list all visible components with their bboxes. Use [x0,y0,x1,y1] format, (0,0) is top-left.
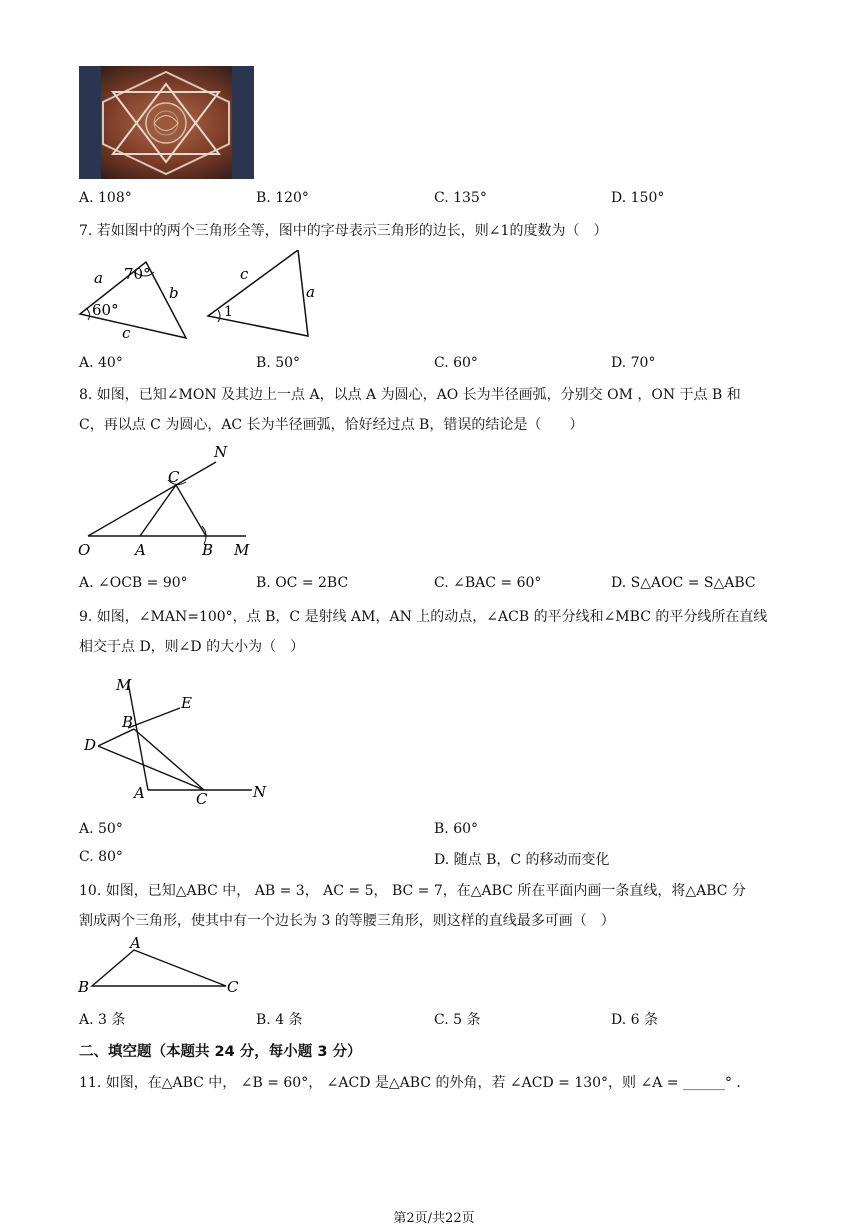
q10-figure [72,932,252,1000]
q10-option-b: B. 4 条 [256,1012,303,1028]
q11-stem: 11. 如图，在△ABC 中， ∠B = 60°， ∠ACD 是△ABC 的外角，若 ∠ACD = 130°，则 ∠A = ______° . [79,1075,741,1091]
q8-label-m: M [234,541,250,559]
q8-option-a: A. ∠OCB = 90° [79,575,188,591]
page-footer: 第2页/共22页 [393,1211,475,1226]
q6-option-b: B. 120° [256,190,309,206]
q8-label-o: O [78,541,91,559]
q6-option-a: A. 108° [79,190,132,206]
q8-stem-line2: C，再以点 C 为圆心，AC 长为半径画弧，恰好经过点 B，错误的结论是（ ） [79,417,584,433]
q8-figure [72,440,272,565]
q10-label-c: C [227,978,239,996]
q9-label-n: N [253,783,267,801]
q7-label-60: 60° [92,301,119,319]
q7-label-c2: c [240,265,249,283]
q9-option-d: D. 随点 B，C 的移动而变化 [434,852,610,868]
q7-label-b1: b [169,284,179,302]
q9-stem-line1: 9. 如图，∠MAN=100°，点 B，C 是射线 AM，AN 上的动点，∠ACB 的平分线和∠MBC 的平分线所在直线 [79,609,768,625]
q10-option-d: D. 6 条 [611,1012,658,1028]
q10-stem-line2: 割成两个三角形，使其中有一个边长为 3 的等腰三角形，则这样的直线最多可画（ ） [79,913,615,929]
q9-label-m: M [116,676,132,694]
q9-figure [80,674,280,809]
q7-label-a2: a [306,283,315,301]
q8-label-c: C [168,468,180,486]
q7-label-1: 1 [224,304,233,320]
q9-label-a: A [134,784,145,802]
q9-label-b: B [122,713,134,731]
q8-label-a: A [135,541,146,559]
q9-label-e: E [181,694,192,712]
q8-option-c: C. ∠BAC = 60° [434,575,542,591]
q6-option-d: D. 150° [611,190,665,206]
q8-option-b: B. OC = 2BC [256,575,349,591]
q8-stem-line1: 8. 如图，已知∠MON 及其边上一点 A，以点 A 为圆心，AO 长为半径画弧，分别交 OM ，ON 于点 B 和 [79,387,741,403]
q8-label-b: B [202,541,214,559]
q7-option-b: B. 50° [256,355,301,371]
section-2-title: 二、填空题（本题共 24 分，每小题 3 分） [79,1044,362,1060]
q7-label-70: 70° [124,265,151,283]
q7-option-a: A. 40° [79,355,123,371]
q6-option-c: C. 135° [434,190,487,206]
q7-label-a1: a [94,269,103,287]
q8-label-n: N [214,443,228,461]
ceiling-photo [79,66,254,179]
q10-label-a: A [130,934,141,952]
q9-stem-line2: 相交于点 D，则∠D 的大小为（ ） [79,639,305,655]
q7-label-c1: c [122,324,131,342]
q7-option-c: C. 60° [434,355,478,371]
q9-option-a: A. 50° [79,821,123,837]
q10-option-c: C. 5 条 [434,1012,481,1028]
q7-stem: 7. 若如图中的两个三角形全等，图中的字母表示三角形的边长，则∠1的度数为（ ） [79,223,608,239]
q7-figure [72,250,332,350]
q10-label-b: B [78,978,90,996]
q10-option-a: A. 3 条 [79,1012,126,1028]
q10-stem-line1: 10. 如图，已知△ABC 中， AB = 3， AC = 5， BC = 7，在△ABC 所在平面内画一条直线，将△ABC 分 [79,883,746,899]
q9-option-c: C. 80° [79,849,123,865]
q8-option-d: D. S△AOC = S△ABC [611,575,756,591]
q9-option-b: B. 60° [434,821,479,837]
q7-option-d: D. 70° [611,355,656,371]
q9-label-d: D [84,736,97,754]
q9-label-c: C [196,790,208,808]
